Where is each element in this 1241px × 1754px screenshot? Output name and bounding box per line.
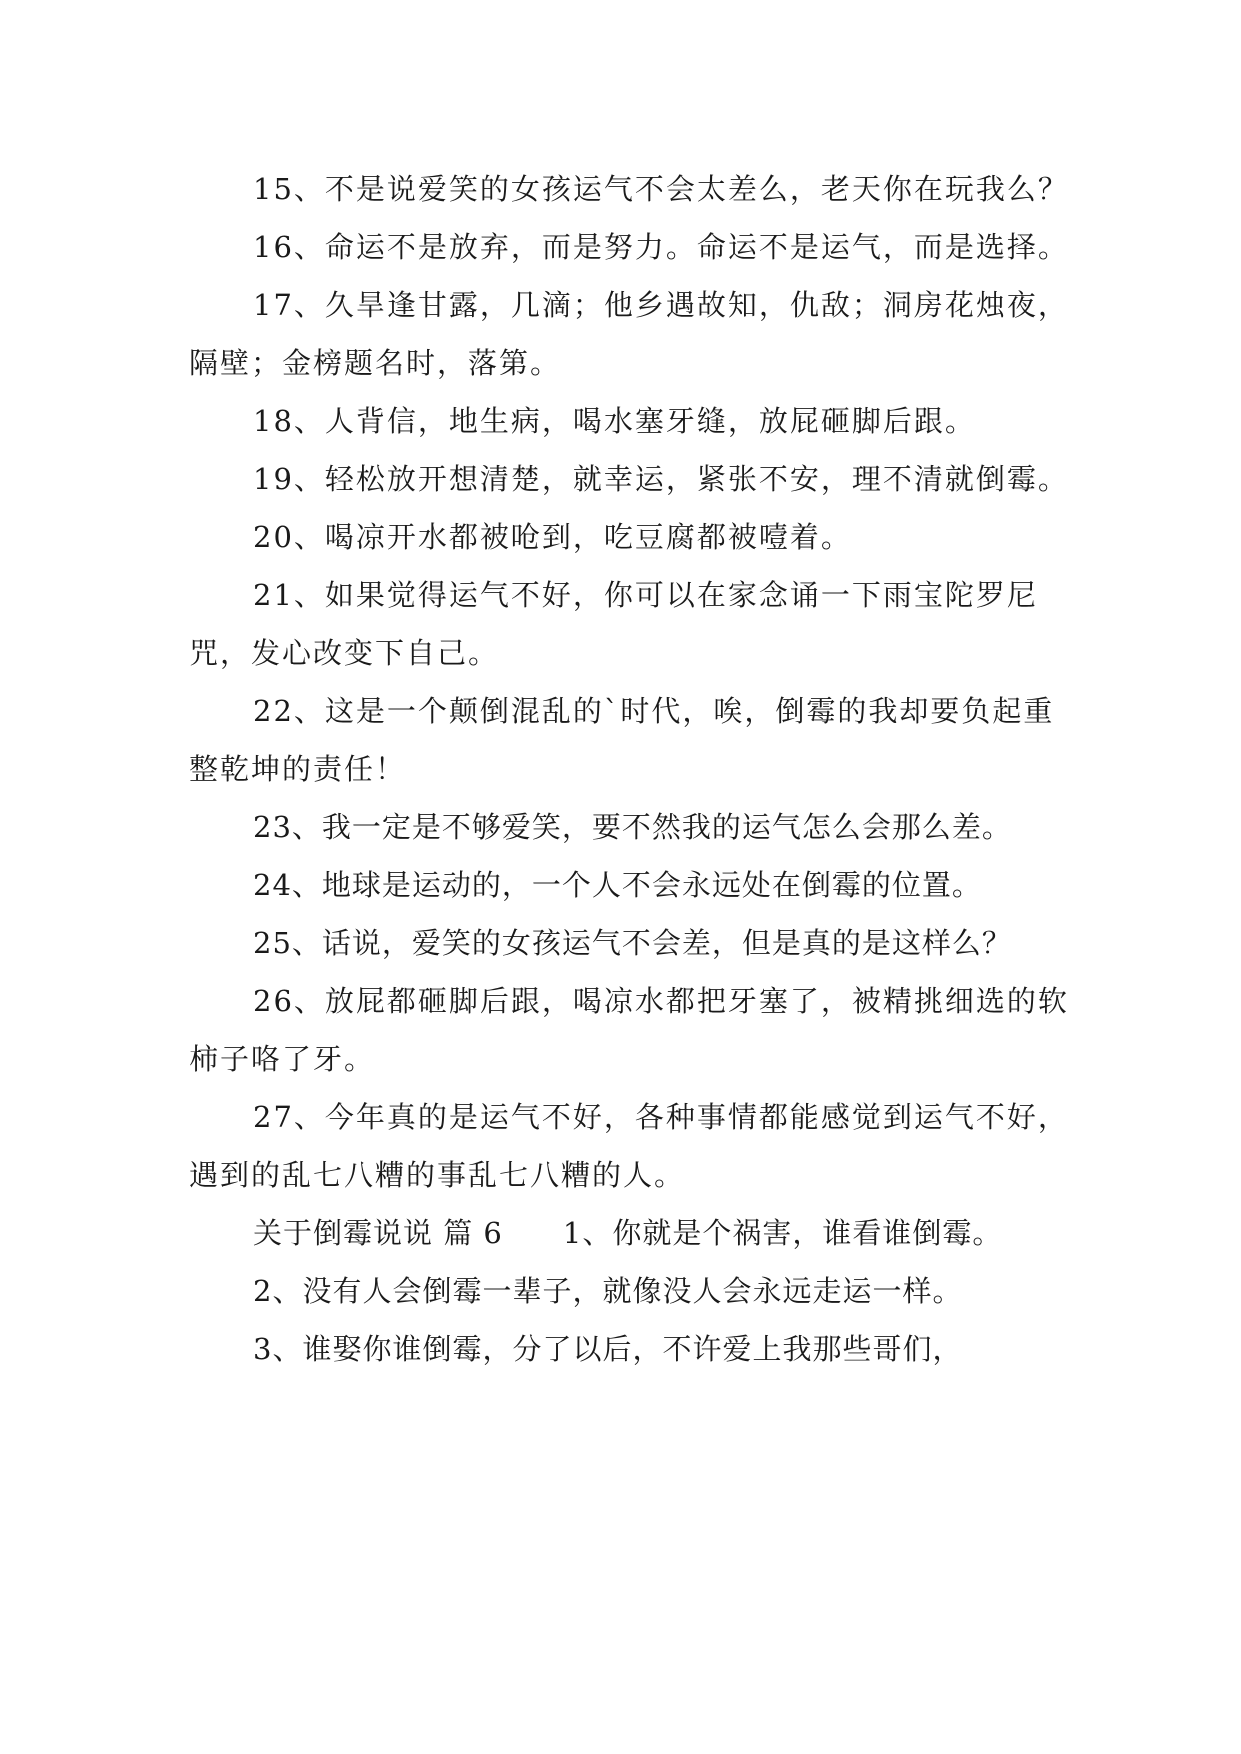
paragraph-20: 20、喝凉开水都被呛到，吃豆腐都被噎着。 bbox=[253, 520, 852, 554]
paragraph-27: 27、今年真的是运气不好，各种事情都能感觉到运气不好，遇到的乱七八糟的事乱七八糟的人。 bbox=[189, 1100, 1069, 1192]
paragraph-18: 18、人背信，地生病，喝水塞牙缝，放屁砸脚后跟。 bbox=[253, 404, 976, 438]
paragraph-21: 21、如果觉得运气不好，你可以在家念诵一下雨宝陀罗尼咒，发心改变下自己。 bbox=[189, 578, 1038, 670]
paragraph-19: 19、轻松放开想清楚，就幸运，紧张不安，理不清就倒霉。 bbox=[253, 462, 1069, 496]
paragraph-s2: 2、没有人会倒霉一辈子，就像没人会永远走运一样。 bbox=[253, 1274, 963, 1308]
paragraph-25: 25、话说，爱笑的女孩运气不会差，但是真的是这样么？ bbox=[253, 926, 1012, 960]
paragraph-s3: 3、谁娶你谁倒霉，分了以后，不许爱上我那些哥们， bbox=[253, 1332, 963, 1366]
paragraph-17: 17、久旱逢甘露，几滴；他乡遇故知，仇敌；洞房花烛夜，隔壁；金榜题名时，落第。 bbox=[189, 288, 1069, 380]
paragraph-23: 23、我一定是不够爱笑，要不然我的运气怎么会那么差。 bbox=[253, 810, 1012, 844]
section-heading-line bbox=[189, 1204, 1079, 1262]
paragraph-26: 26、放屁都砸脚后跟，喝凉水都把牙塞了，被精挑细选的软柿子咯了牙。 bbox=[189, 984, 1069, 1076]
paragraph-15: 15、不是说爱笑的女孩运气不会太差么，老天你在玩我么？ bbox=[253, 172, 1069, 206]
section-heading: 关于倒霉说说 篇 6 bbox=[253, 1216, 503, 1250]
document-body bbox=[189, 160, 1079, 1378]
paragraph-16: 16、命运不是放弃，而是努力。命运不是运气，而是选择。 bbox=[253, 230, 1069, 264]
paragraph-22: 22、这是一个颠倒混乱的`时代，唉，倒霉的我却要负起重整乾坤的责任！ bbox=[189, 694, 1055, 786]
section-first-item: 1、你就是个祸害，谁看谁倒霉。 bbox=[562, 1216, 1003, 1250]
paragraph-24: 24、地球是运动的，一个人不会永远处在倒霉的位置。 bbox=[253, 868, 982, 902]
